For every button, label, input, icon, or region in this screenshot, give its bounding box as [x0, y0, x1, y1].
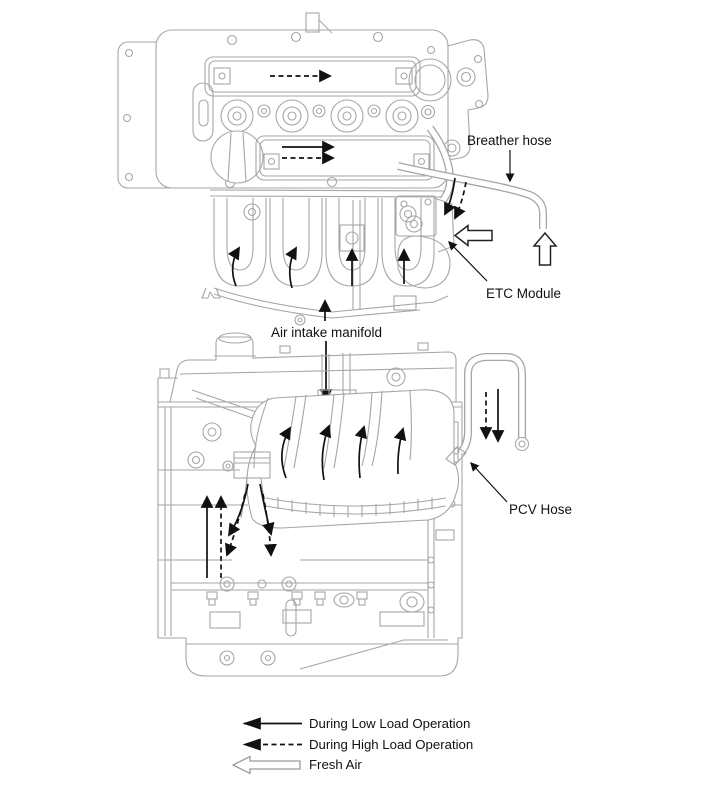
- legend: [233, 716, 473, 774]
- breather-hose-callout: [467, 133, 552, 181]
- bottom-intake-manifold: [247, 390, 459, 528]
- legend-label-low-load: During Low Load Operation: [309, 716, 471, 731]
- etc-module-label: ETC Module: [486, 286, 562, 301]
- bottom-engine-line-art: [158, 333, 529, 676]
- legend-item-fresh-air: [233, 757, 362, 774]
- legend-fresh-air-arrow: [233, 757, 300, 774]
- air-intake-manifold-label: Air intake manifold: [271, 325, 383, 340]
- oil-filler-cap: [211, 131, 263, 183]
- top-engine-line-art: [118, 13, 543, 325]
- fresh-air-arrow-vertical: [534, 233, 556, 265]
- breather-hose-label: Breather hose: [467, 133, 552, 148]
- legend-item-low-load: [244, 716, 470, 731]
- air-intake-manifold-callout: [271, 301, 382, 400]
- legend-label-high-load: During High Load Operation: [309, 737, 474, 752]
- legend-item-high-load: [244, 737, 473, 752]
- pcv-hose-callout: [471, 463, 572, 517]
- fresh-air-arrow-horizontal: [455, 226, 492, 246]
- legend-label-fresh-air: Fresh Air: [309, 757, 362, 772]
- pcv-hose-label: PCV Hose: [509, 502, 573, 517]
